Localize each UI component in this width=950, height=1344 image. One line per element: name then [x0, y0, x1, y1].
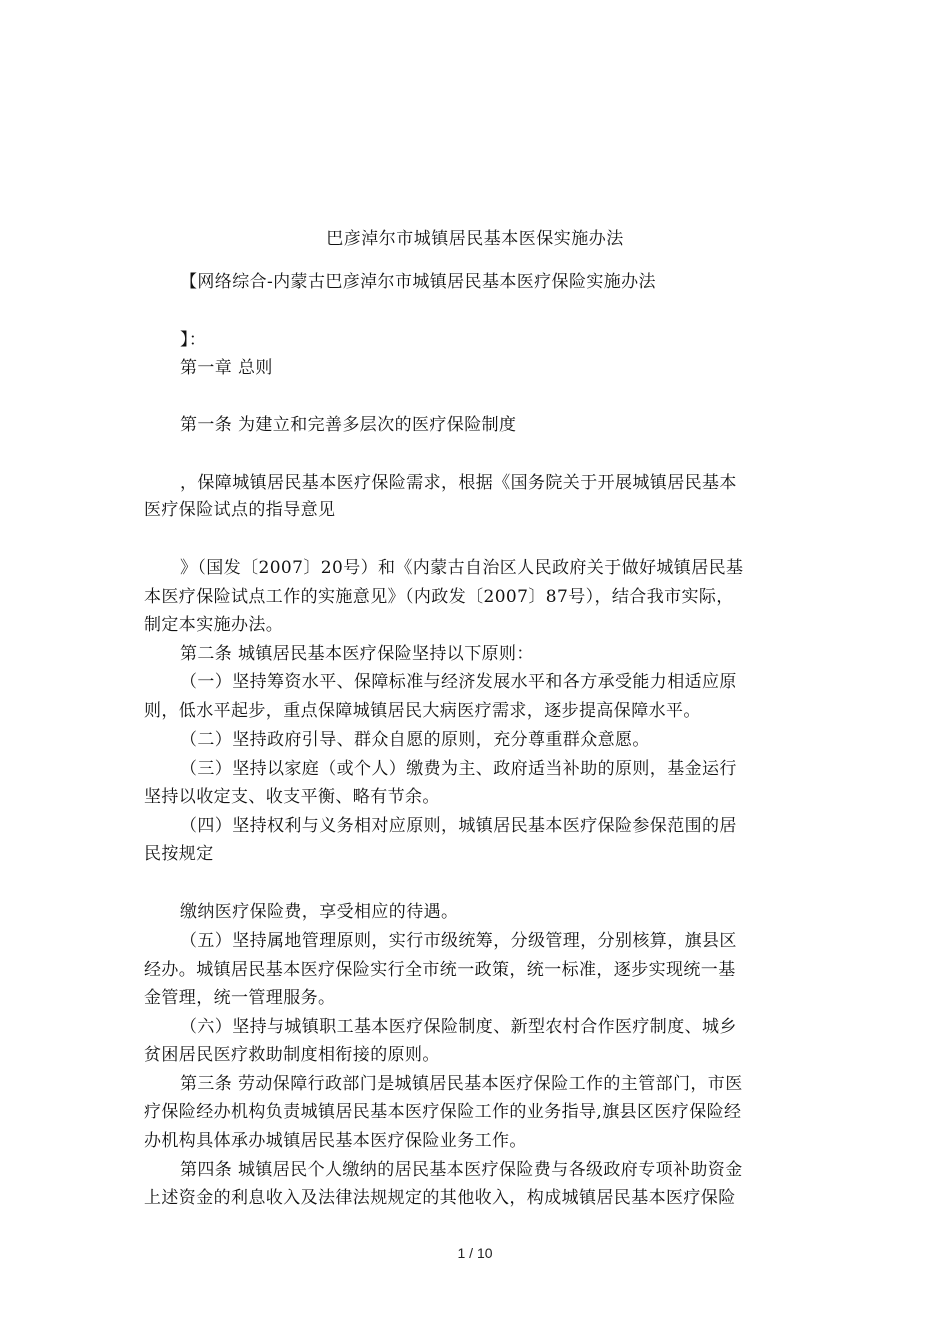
- page-indicator: 1 / 10: [457, 1245, 493, 1261]
- list-item: （五）坚持属地管理原则，实行市级统筹，分级管理，分别核算，旗县区: [180, 931, 737, 951]
- chapter-heading: 第一章 总则: [180, 358, 273, 378]
- text-line: 上述资金的利息收入及法律法规规定的其他收入，构成城镇居民基本医疗保险: [144, 1188, 736, 1208]
- text-line: 金管理，统一管理服务。: [144, 988, 336, 1008]
- text-line: 经办。城镇居民基本医疗保险实行全市统一政策，统一标准，逐步实现统一基: [144, 960, 736, 980]
- text-line: 疗保险经办机构负责城镇居民基本医疗保险工作的业务指导,旗县区医疗保险经: [144, 1102, 742, 1122]
- article-heading: 第四条 城镇居民个人缴纳的居民基本医疗保险费与各级政府专项补助资金: [180, 1160, 743, 1180]
- list-item: （六）坚持与城镇职工基本医疗保险制度、新型农村合作医疗制度、城乡: [180, 1017, 737, 1037]
- article-heading: 第一条 为建立和完善多层次的医疗保险制度: [180, 415, 517, 435]
- list-item: （四）坚持权利与义务相对应原则，城镇居民基本医疗保险参保范围的居: [180, 816, 737, 836]
- text-line: 贫困居民医疗救助制度相衔接的原则。: [144, 1045, 440, 1065]
- list-item: （三）坚持以家庭（或个人）缴费为主、政府适当补助的原则，基金运行: [180, 759, 737, 779]
- text-line: 医疗保险试点的指导意见: [144, 500, 336, 520]
- text-line: 则，低水平起步，重点保障城镇居民大病医疗需求，逐步提高保障水平。: [144, 701, 701, 721]
- text-line: 【网络综合-内蒙古巴彦淖尔市城镇居民基本医疗保险实施办法: [180, 272, 656, 292]
- text-line: 》（国发〔2007〕20号）和《内蒙古自治区人民政府关于做好城镇居民基: [180, 558, 744, 578]
- text-line: 坚持以收定支、收支平衡、略有节余。: [144, 787, 440, 807]
- text-line: 】：: [180, 330, 207, 350]
- text-line: ，保障城镇居民基本医疗保险需求，根据《国务院关于开展城镇居民基本: [180, 473, 737, 493]
- text-line: 民按规定: [144, 844, 214, 864]
- text-line: 缴纳医疗保险费，享受相应的待遇。: [180, 902, 459, 922]
- article-heading: 第三条 劳动保障行政部门是城镇居民基本医疗保险工作的主管部门，市医: [180, 1074, 743, 1094]
- text-line: 制定本实施办法。: [144, 615, 284, 635]
- text-line: 办机构具体承办城镇居民基本医疗保险业务工作。: [144, 1131, 527, 1151]
- article-heading: 第二条 城镇居民基本医疗保险坚持以下原则：: [180, 644, 534, 664]
- list-item: （二）坚持政府引导、群众自愿的原则，充分尊重群众意愿。: [180, 730, 650, 750]
- document-title: 巴彦淖尔市城镇居民基本医保实施办法: [326, 229, 624, 249]
- list-item: （一）坚持筹资水平、保障标准与经济发展水平和各方承受能力相适应原: [180, 672, 737, 692]
- text-line: 本医疗保险试点工作的实施意见》（内政发〔2007〕87号），结合我市实际，: [144, 587, 734, 607]
